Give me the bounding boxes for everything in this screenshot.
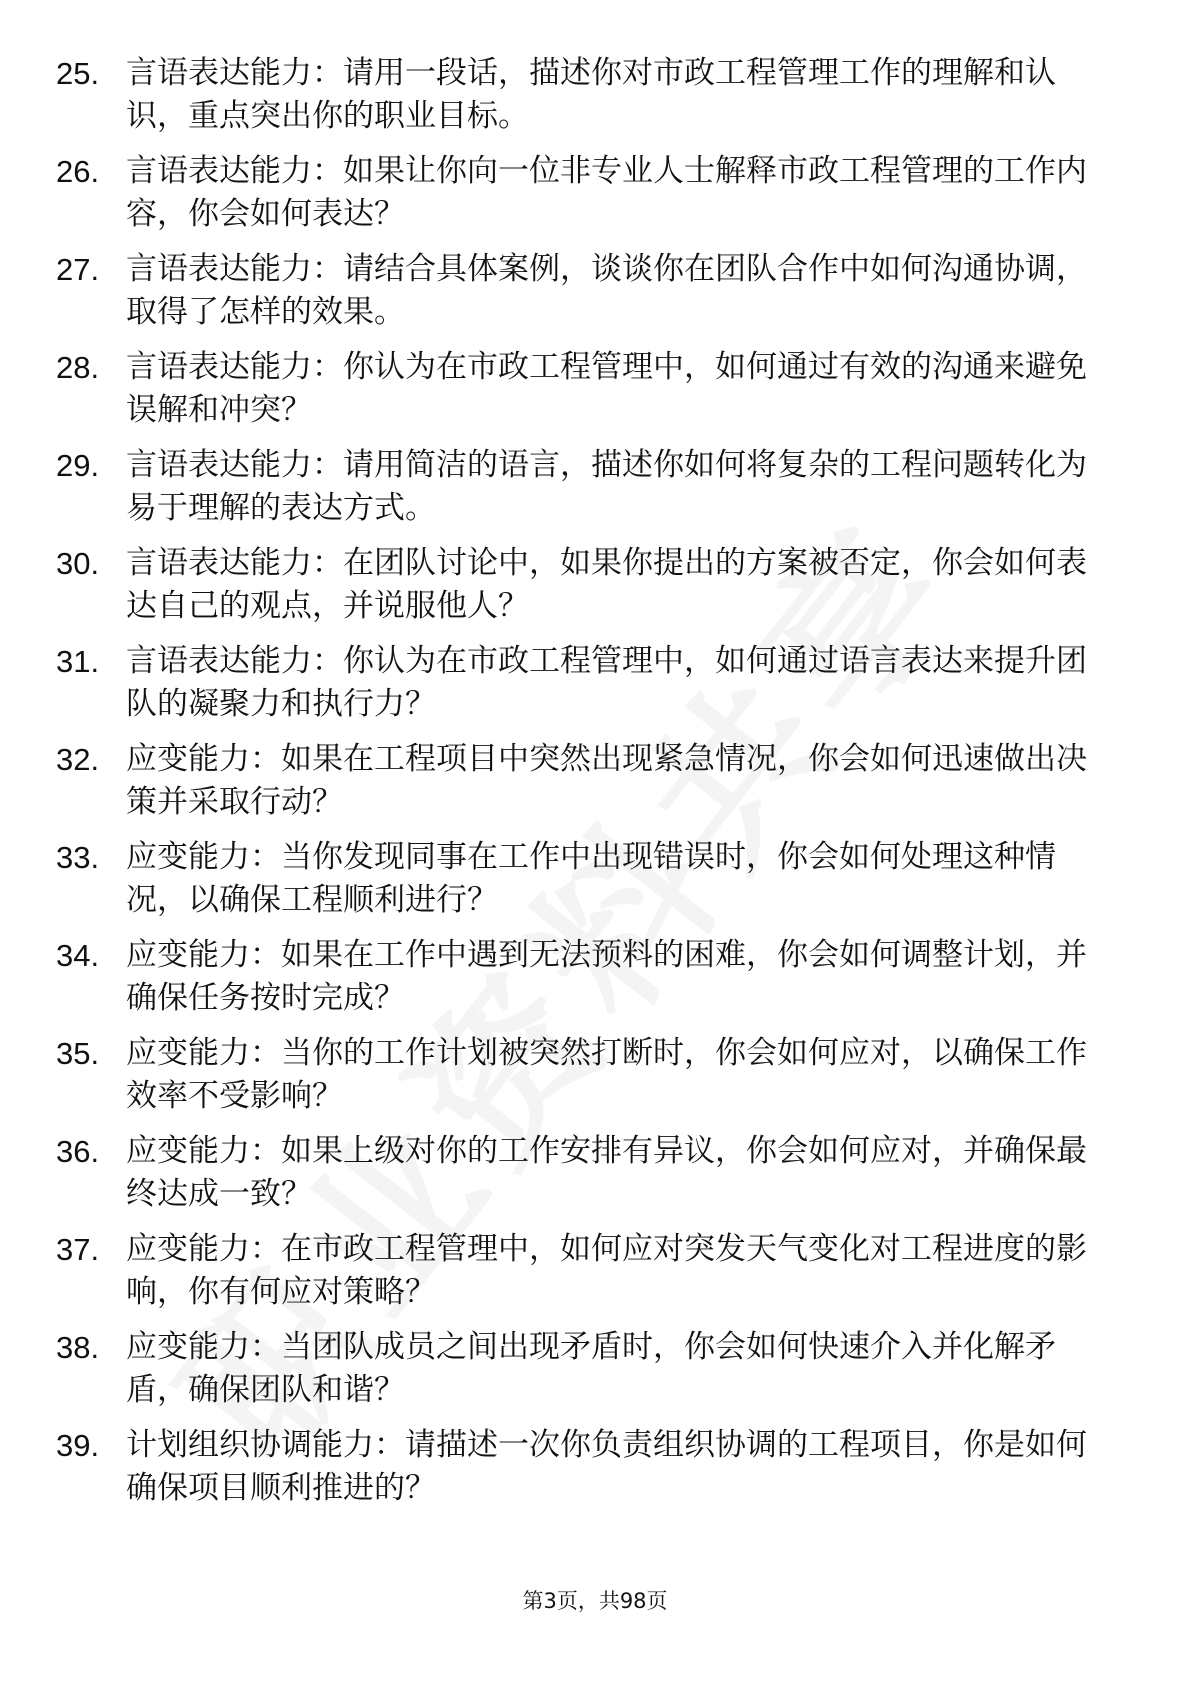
- question-text: 应变能力：如果在工作中遇到无法预料的困难，你会如何调整计划，并确保任务按时完成？: [126, 937, 1087, 1016]
- question-number: 38.: [56, 1330, 100, 1365]
- list-item: [56, 1032, 1116, 1130]
- question-number: 32.: [56, 742, 100, 777]
- list-item: [56, 1228, 1116, 1326]
- question-number: 33.: [56, 840, 100, 875]
- question-number: 35.: [56, 1036, 100, 1071]
- page-number-label: 第3页，共98页: [522, 1589, 668, 1613]
- list-item: [56, 150, 1116, 248]
- question-text: 应变能力：如果上级对你的工作安排有异议，你会如何应对，并确保最终达成一致？: [126, 1133, 1087, 1212]
- question-text: 言语表达能力：你认为在市政工程管理中，如何通过语言表达来提升团队的凝聚力和执行力？: [126, 643, 1087, 722]
- list-item: [56, 346, 1116, 444]
- list-item: [56, 52, 1116, 150]
- question-number: 37.: [56, 1232, 100, 1267]
- question-text: 应变能力：如果在工程项目中突然出现紧急情况，你会如何迅速做出决策并采取行动？: [126, 741, 1087, 820]
- question-text: 言语表达能力：你认为在市政工程管理中，如何通过有效的沟通来避免误解和冲突？: [126, 349, 1087, 428]
- question-number: 26.: [56, 154, 100, 189]
- list-item: [56, 1424, 1116, 1522]
- page-footer: [0, 1585, 1190, 1615]
- question-text: 应变能力：当团队成员之间出现矛盾时，你会如何快速介入并化解矛盾，确保团队和谐？: [126, 1329, 1056, 1408]
- list-item: [56, 836, 1116, 934]
- question-number: 28.: [56, 350, 100, 385]
- question-number: 34.: [56, 938, 100, 973]
- question-number: 31.: [56, 644, 100, 679]
- question-text: 应变能力：当你的工作计划被突然打断时，你会如何应对，以确保工作效率不受影响？: [126, 1035, 1087, 1114]
- question-number: 30.: [56, 546, 100, 581]
- list-item: [56, 934, 1116, 1032]
- question-text: 应变能力：当你发现同事在工作中出现错误时，你会如何处理这种情况，以确保工程顺利进行？: [126, 839, 1056, 918]
- list-item: [56, 640, 1116, 738]
- question-number: 25.: [56, 56, 100, 91]
- list-item: [56, 1326, 1116, 1424]
- question-text: 言语表达能力：请用简洁的语言，描述你如何将复杂的工程问题转化为易于理解的表达方式。: [126, 447, 1087, 526]
- list-item: [56, 1130, 1116, 1228]
- question-text: 计划组织协调能力：请描述一次你负责组织协调的工程项目，你是如何确保项目顺利推进的？: [126, 1427, 1087, 1506]
- question-number: 29.: [56, 448, 100, 483]
- list-item: [56, 248, 1116, 346]
- question-list: [56, 52, 1116, 1522]
- question-number: 36.: [56, 1134, 100, 1169]
- question-text: 应变能力：在市政工程管理中，如何应对突发天气变化对工程进度的影响，你有何应对策略？: [126, 1231, 1087, 1310]
- question-text: 言语表达能力：请结合具体案例，谈谈你在团队合作中如何沟通协调，取得了怎样的效果。: [126, 251, 1087, 330]
- list-item: [56, 542, 1116, 640]
- question-text: 言语表达能力：在团队讨论中，如果你提出的方案被否定，你会如何表达自己的观点，并说服他人？: [126, 545, 1087, 624]
- question-number: 27.: [56, 252, 100, 287]
- question-text: 言语表达能力：如果让你向一位非专业人士解释市政工程管理的工作内容，你会如何表达？: [126, 153, 1087, 232]
- question-text: 言语表达能力：请用一段话，描述你对市政工程管理工作的理解和认识，重点突出你的职业目标。: [126, 55, 1056, 134]
- question-number: 39.: [56, 1428, 100, 1463]
- list-item: [56, 444, 1116, 542]
- list-item: [56, 738, 1116, 836]
